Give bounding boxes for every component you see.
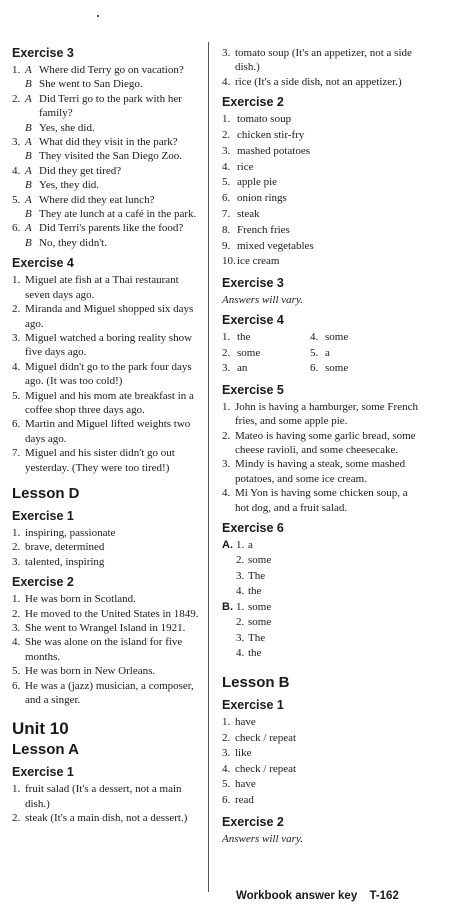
item-number: 4. xyxy=(310,331,319,344)
item-number: 3. xyxy=(12,622,21,634)
item-text: rice (It's a side dish, not an appetizer.) xyxy=(235,75,402,88)
item-number: 3. xyxy=(12,331,21,344)
item-text: Miguel watched a boring reality show five days ago. xyxy=(25,331,193,359)
exercise-heading: Exercise 1 xyxy=(12,765,74,780)
right-column xyxy=(222,46,422,846)
part-label: B. xyxy=(222,600,233,613)
item-number: 5. xyxy=(310,346,319,359)
item-number: 5. xyxy=(12,389,21,402)
item-number: 2. xyxy=(222,731,231,744)
list-item xyxy=(12,592,202,606)
exercise-4-list xyxy=(12,273,202,475)
left-column xyxy=(12,40,202,826)
part-row xyxy=(222,615,422,631)
dialog-item xyxy=(12,164,202,178)
list-item xyxy=(12,664,202,678)
item-number: 1. xyxy=(222,400,231,413)
list-item xyxy=(12,540,202,554)
item-number: 5. xyxy=(222,778,231,791)
item-text: read xyxy=(235,793,254,806)
item-text: an xyxy=(237,362,248,375)
item-number: 3. xyxy=(222,458,231,471)
lesson-heading: Lesson A xyxy=(12,741,79,759)
item-text: He was born in New Orleans. xyxy=(25,665,156,678)
page-footer xyxy=(236,890,408,902)
item-text: He was born in Scotland. xyxy=(25,593,136,606)
item-text: He was a (jazz) musician, a composer, and a singer. xyxy=(25,679,194,707)
item-number: 4. xyxy=(12,636,21,649)
list-item xyxy=(222,239,422,255)
question-text: Where did Terry go on vacation? xyxy=(39,64,184,76)
exercise-heading: Exercise 5 xyxy=(222,382,284,397)
exercise-heading: Exercise 3 xyxy=(222,276,284,291)
item-text: the xyxy=(248,647,262,660)
footer-label: Workbook answer key xyxy=(236,890,358,902)
item-number: 1. xyxy=(222,715,231,728)
speaker-b: B xyxy=(25,78,32,91)
item-text: have xyxy=(235,715,256,728)
part-row xyxy=(222,553,422,569)
unit-10-exercise-1-list xyxy=(12,782,202,825)
item-text: some xyxy=(248,616,272,629)
answer-line xyxy=(12,178,202,192)
exercise-heading: Exercise 3 xyxy=(12,46,74,60)
exercise-heading: Exercise 1 xyxy=(222,697,284,712)
answers-vary-note: Answers will vary. xyxy=(222,832,303,845)
item-number: 2. xyxy=(236,554,245,567)
question-text: Did Terri's parents like the food? xyxy=(39,222,184,235)
item-text: apple pie xyxy=(237,176,278,189)
item-text: Mateo is having some garlic bread, some cheese ravioli, and some cheesecake. xyxy=(235,429,416,456)
list-item xyxy=(12,607,202,621)
item-number: 7. xyxy=(12,447,21,460)
list-item xyxy=(222,457,422,486)
lesson-d-exercise-2-list xyxy=(12,592,202,707)
stray-mark xyxy=(97,15,99,17)
dialog-item xyxy=(12,63,202,77)
part-row xyxy=(222,600,422,616)
answer-line xyxy=(12,236,202,250)
list-item xyxy=(222,346,310,362)
part-label: A. xyxy=(222,538,233,551)
unit-10-exercise-1-continued xyxy=(222,46,422,89)
item-text: tomato soup xyxy=(237,113,292,126)
item-text: check / repeat xyxy=(235,762,297,775)
exercise-heading: Exercise 2 xyxy=(12,575,74,590)
answer-text: No, they didn't. xyxy=(39,236,107,249)
list-item xyxy=(310,346,400,362)
lesson-heading: Lesson B xyxy=(222,673,290,691)
item-text: French fries xyxy=(237,223,290,236)
exercise-heading: Exercise 2 xyxy=(222,814,284,829)
item-number: 1. xyxy=(222,331,231,344)
list-item xyxy=(12,302,202,331)
dialog-item xyxy=(12,193,202,207)
dialog-item xyxy=(12,221,202,235)
item-text: fruit salad (It's a dessert, not a main dish.) xyxy=(25,783,182,810)
item-number: 6. xyxy=(310,362,319,375)
item-text: some xyxy=(325,362,349,375)
list-item xyxy=(12,389,202,418)
item-number: 3. xyxy=(236,631,245,644)
item-text: The xyxy=(248,569,266,582)
item-number: 2. xyxy=(12,303,21,316)
item-text: onion rings xyxy=(237,192,287,205)
item-number: 5. xyxy=(222,176,231,189)
item-number: 3. xyxy=(222,144,231,157)
item-number: 1. xyxy=(236,538,245,551)
item-number: 1. xyxy=(236,600,245,613)
answers-vary-note: Answers will vary. xyxy=(222,294,303,307)
item-number: 2. xyxy=(236,616,245,629)
item-text: Miguel ate fish at a Thai restaurant seven days ago. xyxy=(25,274,179,301)
item-text: chicken stir-fry xyxy=(237,129,305,142)
list-item xyxy=(12,635,202,664)
exercise-6-part-a xyxy=(222,538,422,600)
item-text: Miranda and Miguel shopped six days ago. xyxy=(25,303,194,330)
list-item xyxy=(310,361,400,377)
list-item xyxy=(222,144,422,160)
item-text: tomato soup (It's an appetizer, not a side dish.) xyxy=(235,47,412,74)
answer-line xyxy=(12,121,202,135)
item-number: 2. xyxy=(12,812,21,825)
item-text: some xyxy=(325,331,349,344)
exercise-heading: Exercise 4 xyxy=(12,256,74,271)
exercise-heading: Exercise 6 xyxy=(222,520,284,535)
item-text: the xyxy=(248,585,262,598)
list-item xyxy=(12,782,202,811)
list-item xyxy=(222,746,422,762)
part-row xyxy=(222,646,422,662)
speaker-b: B xyxy=(25,150,32,163)
item-number: 3. xyxy=(12,136,21,149)
item-number: 6. xyxy=(12,679,21,692)
list-item xyxy=(12,526,202,540)
item-text: Mindy is having a steak, some mashed potatoes, and some ice cream. xyxy=(235,458,406,485)
list-item xyxy=(222,793,422,809)
item-text: He moved to the United States in 1849. xyxy=(25,607,199,620)
answer-text: Yes, they did. xyxy=(39,179,100,192)
item-number: 10. xyxy=(222,255,236,268)
question-text: What did they visit in the park? xyxy=(39,136,178,149)
list-item xyxy=(222,400,422,429)
item-number: 1. xyxy=(12,526,21,539)
item-number: 1. xyxy=(12,64,21,76)
speaker-a: A xyxy=(25,193,32,206)
item-text: the xyxy=(237,331,251,344)
list-item xyxy=(222,254,422,270)
item-text: talented, inspiring xyxy=(25,555,105,568)
speaker-a: A xyxy=(25,64,32,76)
item-text: inspiring, passionate xyxy=(25,526,116,539)
item-text: rice xyxy=(237,160,254,173)
item-text: Martin and Miguel lifted weights two days ago. xyxy=(25,418,191,445)
answer-line xyxy=(12,77,202,91)
list-item xyxy=(222,486,422,515)
exercise-heading: Exercise 4 xyxy=(222,313,284,328)
item-text: Miguel and his mom ate breakfast in a coffee shop three days ago. xyxy=(25,389,194,416)
list-item xyxy=(12,273,202,302)
speaker-b: B xyxy=(25,236,32,249)
item-number: 7. xyxy=(222,208,231,220)
item-text: like xyxy=(235,747,252,760)
exercise-5-list xyxy=(222,400,422,515)
item-number: 6. xyxy=(222,793,231,806)
item-text: a xyxy=(325,346,330,359)
item-text: some xyxy=(237,346,261,359)
item-number: 4. xyxy=(236,647,245,660)
list-item xyxy=(222,223,422,239)
item-number: 3. xyxy=(222,747,231,760)
speaker-a: A xyxy=(25,222,32,235)
exercise-4-grid xyxy=(222,330,422,377)
item-text: steak (It's a main dish, not a dessert.) xyxy=(25,812,188,825)
item-text: some xyxy=(248,554,272,567)
list-item xyxy=(222,361,310,377)
list-item xyxy=(12,360,202,389)
list-item xyxy=(12,446,202,475)
item-number: 2. xyxy=(12,541,21,554)
list-item xyxy=(222,715,422,731)
speaker-b: B xyxy=(25,179,32,192)
question-text: Did they get tired? xyxy=(39,164,122,177)
item-text: Miguel didn't go to the park four days ago. (It was too cold!) xyxy=(25,360,192,388)
list-item xyxy=(222,330,310,346)
item-number: 4. xyxy=(236,585,245,598)
list-item xyxy=(12,621,202,635)
item-number: 2. xyxy=(12,607,21,620)
list-item xyxy=(12,679,202,708)
item-text: Miguel and his sister didn't go out yesterday. (They were too tired!) xyxy=(25,447,175,474)
item-number: 1. xyxy=(12,593,21,606)
item-number: 3. xyxy=(222,47,231,59)
item-number: 4. xyxy=(12,360,21,373)
item-text: She went to Wrangel Island in 1921. xyxy=(25,622,186,634)
list-item xyxy=(222,207,422,223)
list-item xyxy=(222,191,422,207)
part-row xyxy=(222,569,422,585)
item-number: 3. xyxy=(236,569,245,582)
item-number: 2. xyxy=(222,346,231,359)
item-text: The xyxy=(248,631,266,644)
speaker-b: B xyxy=(25,121,32,134)
unit-heading: Unit 10 xyxy=(12,719,69,739)
item-text: have xyxy=(235,778,256,791)
list-item xyxy=(12,811,202,825)
answer-text: Yes, she did. xyxy=(39,121,95,134)
item-number: 8. xyxy=(222,223,231,236)
item-text: brave, determined xyxy=(25,541,105,554)
speaker-a: A xyxy=(25,164,32,177)
exercise-2-list xyxy=(222,112,422,270)
speaker-a: A xyxy=(25,136,32,149)
lesson-d-exercise-1-list xyxy=(12,526,202,569)
item-number: 6. xyxy=(12,418,21,431)
item-number: 3. xyxy=(12,555,21,568)
lesson-heading: Lesson D xyxy=(12,484,80,502)
item-number: 4. xyxy=(222,75,231,88)
item-text: John is having a hamburger, some French fries, and some apple pie. xyxy=(235,400,418,428)
list-item xyxy=(222,762,422,778)
speaker-b: B xyxy=(25,208,32,221)
item-number: 6. xyxy=(12,222,21,235)
lesson-b-exercise-1-list xyxy=(222,715,422,809)
item-text: mashed potatoes xyxy=(237,144,311,157)
dialog-item xyxy=(12,92,202,121)
item-text: steak xyxy=(237,208,260,220)
item-number: 9. xyxy=(222,239,231,252)
part-row xyxy=(222,631,422,647)
item-number: 4. xyxy=(222,487,231,500)
column-divider xyxy=(208,42,209,892)
item-number: 2. xyxy=(222,429,231,442)
item-number: 1. xyxy=(12,783,21,796)
answer-line xyxy=(12,149,202,163)
item-number: 2. xyxy=(12,92,21,105)
item-number: 6. xyxy=(222,192,231,205)
item-number: 4. xyxy=(222,762,231,775)
item-number: 1. xyxy=(222,113,231,126)
list-item xyxy=(222,160,422,176)
list-item xyxy=(310,330,400,346)
item-text: some xyxy=(248,600,272,613)
exercise-heading: Exercise 1 xyxy=(12,508,74,523)
page-number: T-162 xyxy=(369,890,399,902)
list-item xyxy=(222,75,422,89)
dialog-item xyxy=(12,135,202,149)
item-number: 4. xyxy=(222,160,231,173)
item-number: 2. xyxy=(222,129,231,142)
question-text: Did Terri go to the park with her family? xyxy=(39,92,182,120)
answer-text: They visited the San Diego Zoo. xyxy=(39,150,182,163)
list-item xyxy=(12,417,202,446)
part-row xyxy=(222,584,422,600)
item-text: check / repeat xyxy=(235,731,297,744)
item-number: 3. xyxy=(222,362,231,375)
exercise-heading: Exercise 2 xyxy=(222,95,284,110)
item-number: 5. xyxy=(12,193,21,206)
list-item xyxy=(222,175,422,191)
exercise-3-list xyxy=(12,63,202,250)
item-text: a xyxy=(248,538,253,551)
item-text: ice cream xyxy=(237,255,280,268)
answer-text: They ate lunch at a café in the park. xyxy=(39,208,197,221)
question-text: Where did they eat lunch? xyxy=(39,193,155,206)
list-item xyxy=(222,46,422,75)
part-row xyxy=(222,538,422,554)
item-number: 4. xyxy=(12,164,21,177)
list-item xyxy=(222,112,422,128)
item-number: 1. xyxy=(12,274,21,287)
list-item xyxy=(222,731,422,747)
list-item xyxy=(222,777,422,793)
list-item xyxy=(12,331,202,360)
item-number: 5. xyxy=(12,665,21,678)
speaker-a: A xyxy=(25,92,32,105)
item-text: Mi Yon is having some chicken soup, a hot dog, and a fruit salad. xyxy=(235,487,408,514)
answer-line xyxy=(12,207,202,221)
item-text: She was alone on the island for five months. xyxy=(25,636,183,663)
list-item xyxy=(222,429,422,458)
exercise-6-part-b xyxy=(222,600,422,662)
item-text: mixed vegetables xyxy=(237,239,314,252)
answer-text: She went to San Diego. xyxy=(39,78,143,91)
list-item xyxy=(222,128,422,144)
list-item xyxy=(12,555,202,569)
